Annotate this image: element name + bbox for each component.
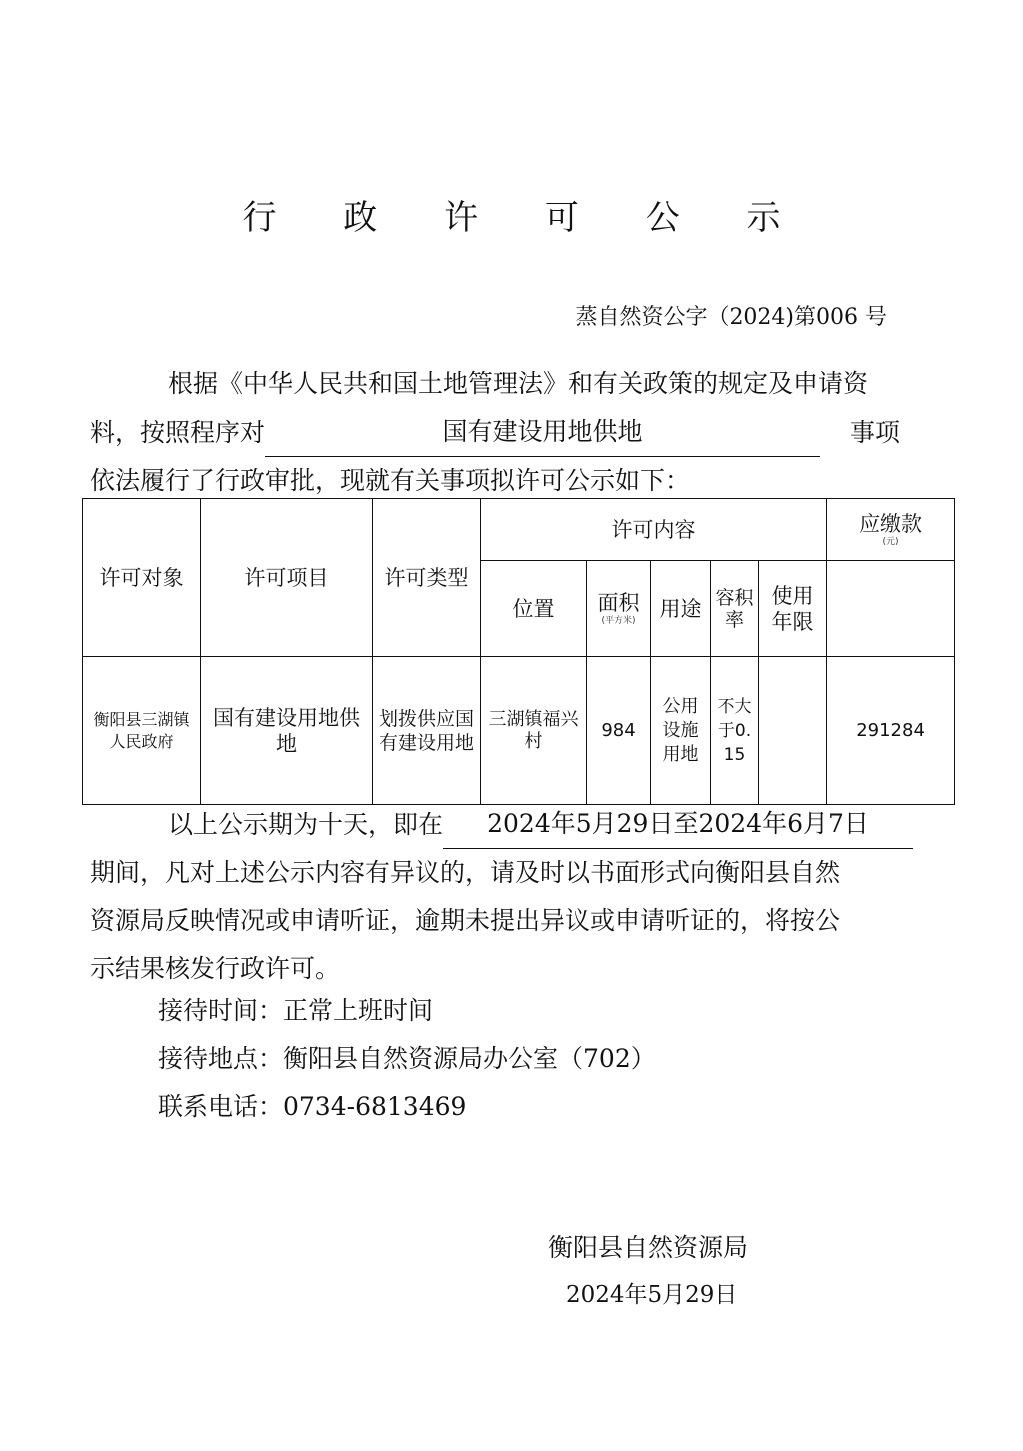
header-project: 许可项目 xyxy=(201,499,373,657)
period-blank: 2024年5月29日至2024年6月7日 xyxy=(443,800,913,849)
intro-line-2-prefix: 料，按照程序对 xyxy=(90,418,266,447)
cell-area: 984 xyxy=(587,657,651,805)
notice-paragraph xyxy=(90,800,950,993)
cell-fee: 291284 xyxy=(827,657,955,805)
header-area-unit: (平方米) xyxy=(601,616,636,626)
notice-line-4: 示结果核发行政许可。 xyxy=(90,954,341,983)
notice-line-2: 期间，凡对上述公示内容有异议的，请及时以书面形式向衡阳县自然 xyxy=(90,858,841,887)
cell-location: 三湖镇福兴村 xyxy=(481,657,587,805)
cell-object: 衡阳县三湖镇人民政府 xyxy=(83,657,201,805)
cell-term xyxy=(759,657,827,805)
header-content: 许可内容 xyxy=(481,499,827,561)
header-area xyxy=(587,561,651,657)
permit-table xyxy=(82,498,955,805)
notice-line-1-prefix: 以上公示期为十天，即在 xyxy=(168,810,444,839)
cell-project: 国有建设用地供地 xyxy=(201,657,373,805)
table-row xyxy=(83,657,955,805)
header-fee xyxy=(827,499,955,561)
header-term: 使用年限 xyxy=(759,561,827,657)
contact-phone: 联系电话：0734-6813469 xyxy=(158,1092,467,1121)
header-fee-label: 应缴款 xyxy=(859,512,923,536)
header-object: 许可对象 xyxy=(83,499,201,657)
header-area-label: 面积 xyxy=(597,591,640,615)
header-far: 容积率 xyxy=(711,561,759,657)
intro-line-2-suffix: 事项 xyxy=(850,418,901,447)
cell-far: 不大于0.15 xyxy=(711,657,759,805)
cell-type: 划拨供应国有建设用地 xyxy=(373,657,481,805)
signing-organization: 衡阳县自然资源局 xyxy=(548,1233,749,1262)
header-fee-blank xyxy=(827,561,955,657)
notice-line-1 xyxy=(90,800,950,849)
header-fee-unit: (元) xyxy=(882,537,899,547)
contact-place: 接待地点：衡阳县自然资源局办公室（702） xyxy=(158,1044,656,1073)
intro-line-3: 依法履行了行政审批，现就有关事项拟许可公示如下： xyxy=(90,466,691,495)
notice-line-3: 资源局反映情况或申请听证，逾期未提出异议或申请听证的，将按公 xyxy=(90,906,841,935)
header-location: 位置 xyxy=(481,561,587,657)
intro-paragraph xyxy=(90,360,950,505)
intro-line-1: 根据《中华人民共和国土地管理法》和有关政策的规定及申请资 xyxy=(168,369,869,398)
page-title: 行 政 许 可 公 示 xyxy=(242,198,809,238)
matter-blank: 国有建设用地供地 xyxy=(265,408,820,457)
intro-line-2 xyxy=(90,408,950,457)
signing-date: 2024年5月29日 xyxy=(566,1282,738,1308)
header-type: 许可类型 xyxy=(373,499,481,657)
contact-time: 接待时间：正常上班时间 xyxy=(158,996,434,1025)
document-number: 蒸自然资公字（2024)第006 号 xyxy=(575,305,887,330)
header-usage: 用途 xyxy=(651,561,711,657)
cell-usage: 公用设施用地 xyxy=(651,657,711,805)
